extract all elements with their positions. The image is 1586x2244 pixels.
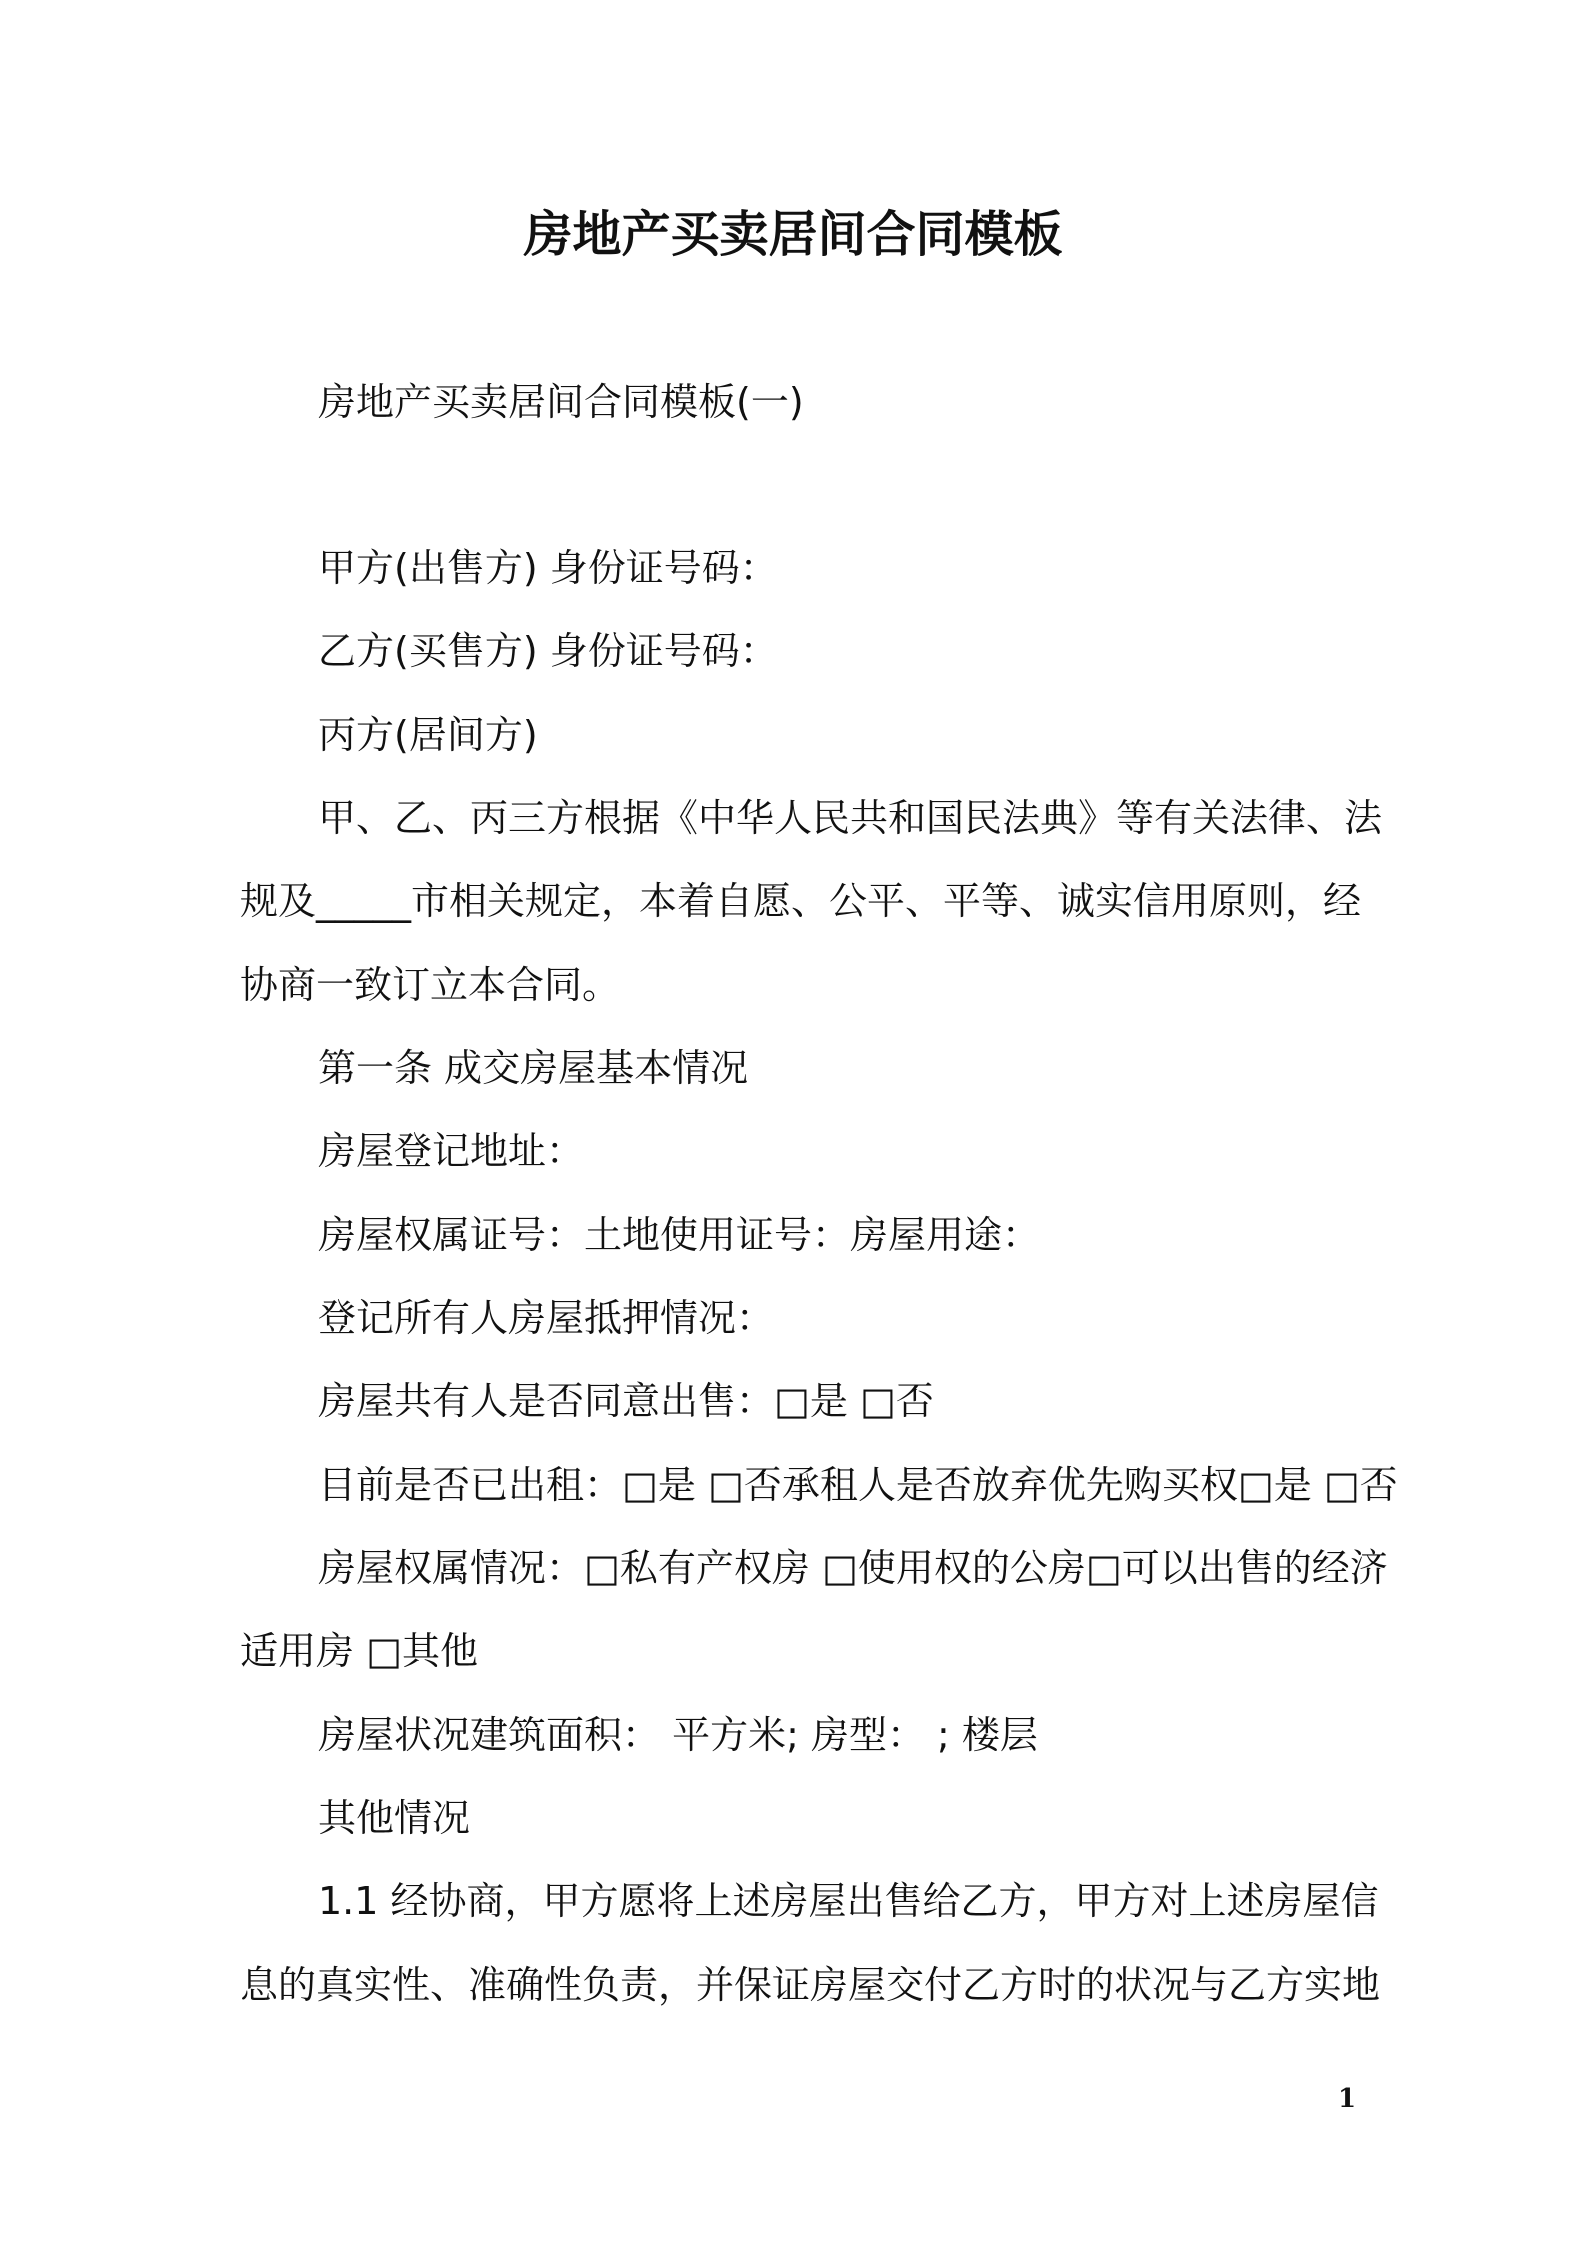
party-c-line: 丙方(居间方) <box>318 713 538 757</box>
preamble-line-3: 协商一致订立本合同。 <box>240 963 621 1007</box>
clause-1-1-line-2: 息的真实性、准确性负责，并保证房屋交付乙方时的状况与乙方实地 <box>240 1963 1381 2007</box>
ownership-cert-line: 房屋权属证号：土地使用证号：房屋用途： <box>318 1213 1041 1257</box>
ownership-type-line-2: 适用房 □其他 <box>240 1629 478 1673</box>
preamble-line-1: 甲、乙、丙三方根据《中华人民共和国民法典》等有关法律、法 <box>318 796 1383 840</box>
clause-1-1-line-1: 1.1 经协商，甲方愿将上述房屋出售给乙方，甲方对上述房屋信 <box>318 1879 1379 1923</box>
document-title: 房地产买卖居间合同模板 <box>523 206 1063 263</box>
party-a-line: 甲方(出售方) 身份证号码： <box>318 546 778 590</box>
mortgage-line: 登记所有人房屋抵押情况： <box>318 1296 775 1340</box>
other-info-line: 其他情况 <box>318 1796 471 1840</box>
subtitle: 房地产买卖居间合同模板(一) <box>318 380 804 424</box>
ownership-type-line-1: 房屋权属情况：□私有产权房 □使用权的公房□可以出售的经济 <box>318 1546 1388 1590</box>
page-number: 1 <box>1338 2084 1357 2114</box>
preamble-line-2: 规及_____市相关规定，本着自愿、公平、平等、诚实信用原则，经 <box>240 879 1362 923</box>
house-condition-line: 房屋状况建筑面积： 平方米; 房型： ; 楼层 <box>318 1713 1038 1757</box>
party-b-line: 乙方(买售方) 身份证号码： <box>318 629 778 673</box>
house-address-line: 房屋登记地址： <box>318 1129 585 1173</box>
article-1-heading: 第一条 成交房屋基本情况 <box>318 1046 749 1090</box>
rental-status-line: 目前是否已出租：□是 □否承租人是否放弃优先购买权□是 □否 <box>318 1463 1398 1507</box>
co-owner-consent-line: 房屋共有人是否同意出售：□是 □否 <box>318 1379 934 1423</box>
